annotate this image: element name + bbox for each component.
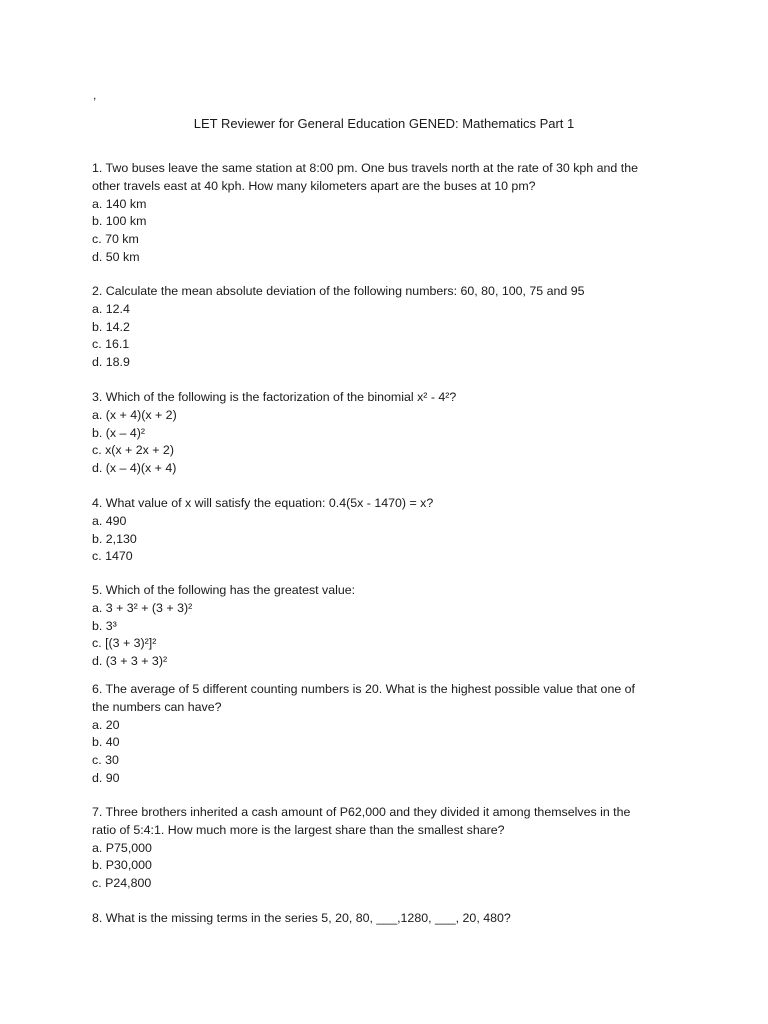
question-text: 1. Two buses leave the same station at 8:00 pm. One bus travels north at the rate of 30 kph and the (92, 161, 638, 175)
page-title: LET Reviewer for General Education GENED: Mathematics Part 1 (193, 116, 575, 131)
answer-option: c. 16.1 (92, 337, 130, 352)
answer-option: d. 90 (92, 770, 120, 785)
question-3 (92, 389, 682, 478)
answer-option: a. 20 (92, 717, 120, 732)
question-text: 2. Calculate the mean absolute deviation of the following numbers: 60, 80, 100, 75 and 95 (92, 284, 585, 298)
answer-option: a. 3 + 3² + (3 + 3)² (92, 600, 193, 615)
answer-option: d. (3 + 3 + 3)² (92, 654, 168, 669)
answer-option: b. 40 (92, 735, 120, 750)
answer-option: a. P75,000 (92, 840, 152, 855)
question-8 (92, 910, 682, 928)
question-text: 7. Three brothers inherited a cash amount of P62,000 and they divided it among themselves in the (92, 805, 631, 819)
question-text: 6. The average of 5 different counting numbers is 20. What is the highest possible value that one of (92, 682, 636, 696)
answer-option: b. 3³ (92, 618, 117, 633)
answer-option: b. 2,130 (92, 531, 137, 546)
answer-option: c. 70 km (92, 232, 139, 247)
answer-option: a. 12.4 (92, 301, 130, 316)
answer-option: b. P30,000 (92, 858, 152, 873)
question-text: 4. What value of x will satisfy the equation: 0.4(5x - 1470) = x? (92, 496, 434, 510)
answer-option: d. (x – 4)(x + 4) (92, 461, 177, 476)
question-text: 5. Which of the following has the greatest value: (92, 583, 356, 597)
answer-option: a. (x + 4)(x + 2) (92, 407, 177, 422)
answer-option: d. 18.9 (92, 355, 130, 370)
question-text: other travels east at 40 kph. How many kilometers apart are the buses at 10 pm? (92, 178, 536, 193)
question-5 (92, 582, 682, 671)
answer-option: c. 30 (92, 753, 119, 768)
answer-option: c. x(x + 2x + 2) (92, 443, 174, 458)
question-2 (92, 283, 682, 372)
question-text: the numbers can have? (92, 699, 222, 714)
stray-mark: , (93, 88, 97, 102)
answer-option: c. [(3 + 3)²]² (92, 636, 157, 651)
answer-option: c. 1470 (92, 549, 133, 564)
question-4 (92, 495, 682, 566)
answer-option: d. 50 km (92, 249, 140, 264)
answer-option: b. 100 km (92, 214, 147, 229)
question-text: 3. Which of the following is the factorization of the binomial x² - 4²? (92, 390, 457, 404)
question-1 (92, 160, 682, 267)
answer-option: b. (x – 4)² (92, 425, 146, 440)
question-7 (92, 804, 682, 893)
question-text: ratio of 5:4:1. How much more is the largest share than the smallest share? (92, 822, 505, 837)
answer-option: a. 140 km (92, 196, 147, 211)
answer-option: c. P24,800 (92, 876, 152, 891)
answer-option: b. 14.2 (92, 319, 130, 334)
answer-option: a. 490 (92, 513, 127, 528)
question-text: 8. What is the missing terms in the series 5, 20, 80, ___,1280, ___, 20, 480? (92, 911, 511, 925)
question-6 (92, 681, 682, 788)
